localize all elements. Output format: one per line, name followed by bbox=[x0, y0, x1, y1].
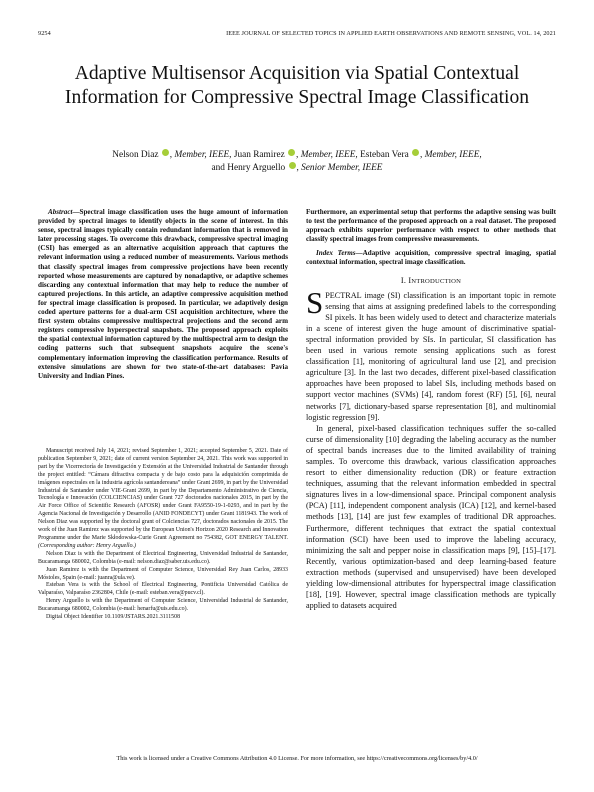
left-column bbox=[38, 208, 288, 381]
author-role: Member, IEEE, bbox=[300, 150, 358, 160]
author-role: Member, IEEE, bbox=[174, 150, 232, 160]
doi[interactable]: Digital Object Identifier 10.1109/JSTARS.2021.3111508 bbox=[46, 614, 181, 621]
right-column bbox=[306, 208, 556, 611]
abstract-label: Abstract bbox=[48, 208, 73, 216]
orcid-icon[interactable] bbox=[289, 162, 296, 169]
paper-title: Adaptive Multisensor Acquisition via Spatial Contextual Information for Compressive Spectral Image Classification bbox=[64, 63, 530, 108]
orcid-icon[interactable] bbox=[288, 149, 295, 156]
section-title-rest: NTRODUCTION bbox=[411, 277, 462, 285]
abstract-text: Spectral image classification uses the huge amount of information provided by spectral images to identify objects in the scene of interest. In this sense, spectral images typically contain redundant information that is removed in later processing stages. To overcome this drawback, compressive spectral imaging (CSI) has emerged as an alternative acquisition approach that captures the relevant information using a reduced number of measurements. Various methods that classify spectral images from compressive projections have been recently reported whose measurements are captured by nonadaptive, or adaptive schemes discarding any contextual information that may help to reduce the number of captured projections. In this article, an adaptive compressive acquisition method for spectral image classification is proposed. In particular, we adaptively design coded aperture patterns for a dual-arm CSI acquisition architecture, where the first system obtains compressive multispectral projections and the second arm registers compressive hyperspectral snapshots. The proposed approach exploits the spatial contextual information captured by the multispectral arm to design the coding patterns such that subsequent snapshots acquire the scene's complementary information improving the classification performance. Results of extensive simulations are shown for two state-of-the-art databases: Pavia University and Indian Pines. bbox=[38, 208, 288, 380]
abstract-continued: Furthermore, an experimental setup that performs the adaptive sensing was built to test the performance of the proposed approach on a real dataset. The proposed approach exhibits superior performance with respect to other methods that classify spectral images from compressive measurements. bbox=[306, 208, 556, 244]
footnote-affiliation: Henry Arguello is with the Department of Computer Science, Universidad Industrial de Santander, Bucaramanga 680002, Colombia (e-mail: henarfu@uis.edu.co). bbox=[38, 598, 288, 613]
author-list: Nelson Diaz , Member, IEEE, Juan Ramirez , Member, IEEE, Esteban Vera , Member, IEEE, and Henry Arguello , Senior Member, IEEE bbox=[112, 150, 482, 173]
footnote-affiliation: Nelson Diaz is with the Department of Electrical Engineering, Universidad Industrial de Santander, Bucaramanga 680002, Colombia (e-mail: nelson.diaz@saber.uis.edu.co). bbox=[38, 550, 288, 565]
journal-name: IEEE JOURNAL OF SELECTED TOPICS IN APPLIED EARTH OBSERVATIONS AND REMOTE SENSING, VOL. 14, 2021 bbox=[226, 30, 556, 37]
running-header bbox=[38, 30, 556, 40]
footnotes bbox=[38, 448, 288, 622]
index-terms-label: Index Terms bbox=[316, 249, 356, 258]
author-name: Esteban Vera bbox=[360, 150, 409, 160]
footnote-affiliation: Esteban Vera is with the School of Electrical Engineering, Pontificia Universidad Católica de Valparaíso, Valparaíso 2362804, Chile (e-mail: esteban.vera@pucv.cl). bbox=[38, 582, 288, 597]
author-name: Juan Ramirez bbox=[233, 150, 285, 160]
corresponding-author: (Corresponding author: Henry Arguello.) bbox=[38, 542, 136, 549]
paragraph: In general, pixel-based classification techniques suffer the so-called curse of dimensionality [10] degrading the labeling accuracy as the number of spectral bands increases due to the limited availability of training samples. To overcome this drawback, various classification approaches resort to either dimensionality reduction (DR) or feature extraction techniques, assuming that the relevant information embedded in spectral signatures lives in a low-dimensional space. Principal component analysis (PCA) [11], independent component analysis (ICA) [12], and kernel-based methods [13], [14] are just few examples of traditional DR approaches. Furthermore, different techniques that extract the spatial contextual information (SCI) have been used to improve the labeling accuracy, minimizing the salt and pepper noise in classification maps [9], [15]–[17]. Recently, various optimization-based and deep learning-based feature extraction methods (supervised and unsupervised) have been developed yielding low-dimensional attributes for hyperspectral image classification [18], [19]. However, spectral image classification methods are typically applied to datasets acquired bbox=[306, 423, 556, 611]
section-body bbox=[306, 284, 556, 612]
section-heading bbox=[306, 275, 556, 287]
paragraph: SPECTRAL image (SI) classification is an important topic in remote sensing that aims at assigning predefined labels to the corresponding SI pixels. It has been widely used to detect and characterize materials in a scene of interest given the huge amount of discriminative spatial-spectral information provided by SIs. In particular, SI classification has been used in various remote sensing applications such as forest classification [1], monitoring of agricultural land use [2], and precision agriculture [3]. In the last two decades, different pixel-based classification approaches have been proposed to label SIs, including methods based on support vector machines (SVMs) [4], random forest (RF) [5], [6], neural networks [7], dictionary-based sparse representation [8], and multinomial logistic regression [9]. bbox=[306, 284, 556, 422]
author-role: Member, IEEE, bbox=[424, 150, 482, 160]
drop-cap: S bbox=[306, 284, 324, 320]
index-terms-text: Adaptive acquisition, compressive spectral imaging, spatial contextual information, spectral image classification. bbox=[306, 249, 556, 267]
section-title-initial: I bbox=[408, 275, 412, 285]
author-name: and Henry Arguello bbox=[211, 162, 286, 173]
index-terms: Index Terms—Adaptive acquisition, compressive spectral imaging, spatial contextual information, spectral image classification. bbox=[306, 249, 556, 267]
orcid-icon[interactable] bbox=[412, 149, 419, 156]
license-footer[interactable]: This work is licensed under a Creative Commons Attribution 4.0 License. For more information, see https://creativecommons.org/licenses/by/4.0/ bbox=[116, 755, 478, 762]
footnote-affiliation: Juan Ramirez is with the Department of Computer Science, Universidad Rey Juan Carlos, 28933 Móstoles, Spain (e-mail: juanra@ula.ve). bbox=[38, 566, 288, 581]
author-name: Nelson Diaz bbox=[112, 150, 159, 160]
page-number: 9254 bbox=[38, 30, 51, 37]
section-number: I. bbox=[400, 275, 407, 285]
abstract: Abstract—Spectral image classification uses the huge amount of information provided by spectral images to identify objects in the scene of interest. In this sense, spectral images typically contain redundant information that is removed in later processing stages. To overcome this drawback, compressive spectral imaging (CSI) has emerged as an alternative acquisition approach that captures the relevant information using a reduced number of measurements. Various methods that classify spectral images from compressive projections have been recently reported whose measurements are captured by nonadaptive, or adaptive schemes discarding any contextual information that may help to reduce the number of captured projections. In this article, an adaptive compressive acquisition method for spectral image classification is proposed. In particular, we adaptively design coded aperture patterns for a dual-arm CSI acquisition architecture, where the first system obtains compressive multispectral projections and the second arm registers compressive hyperspectral snapshots. The proposed approach exploits the spatial contextual information captured by the multispectral arm to design the coding patterns such that subsequent snapshots acquire the scene's complementary information improving the classification performance. Results of extensive simulations are shown for two state-of-the-art databases: Pavia University and Indian Pines. bbox=[38, 208, 288, 380]
author-role: Senior Member, IEEE bbox=[301, 162, 383, 173]
orcid-icon[interactable] bbox=[162, 149, 169, 156]
footnote-received: Manuscript received July 14, 2021; revised September 1, 2021; accepted September 5, 2021. Date of publication September 9, 2021; date of current version September 24, 2021. This work was supported in part by the Vicerrectoría de Investigación y Extensión at the Universidad Industrial de Santander through the project entitled: “Cámara difractiva compacta y de bajo costo para la adquisición comprimida de imágenes espectrales en la industria agrícola santandereana” under Grant 2699, in part by the Universidad Industrial de Santander under VIE-Grant 2699, in part by the Departamento Administrativo de Ciencia, Tecnología e Innovación (COLCIENCIAS) under Grant 727 doctorados nacionales 2015, in part by the Air Force Office of Scientific Research (AFOSR) under Grant FA9550-19-1-0293, and in part by the Agencia Nacional de Investigación y Desarrollo (ANID FONDECYT) under Grant 1181943. The work of Nelson Diaz was supported by the doctoral grant of Colciencias 727, doctorados nacionales de 2015. The work of the Juan Ramirez was supported by the European Union's Horizon 2020 Research and Innovation Programme under the Marie Skłodowska-Curie Grant Agreement no 754382, GOT ENERGY TALENT. (Corresponding author: Henry Arguello.) bbox=[38, 448, 288, 549]
